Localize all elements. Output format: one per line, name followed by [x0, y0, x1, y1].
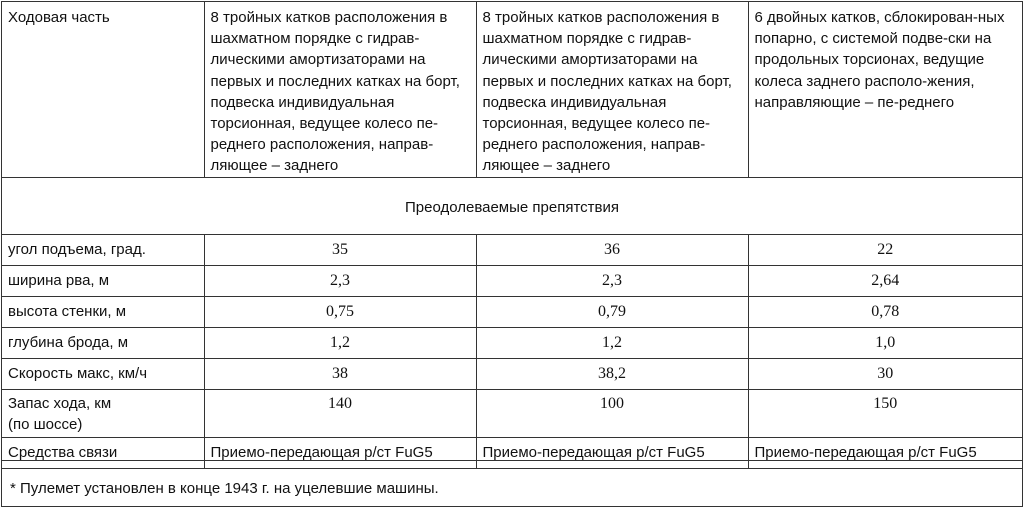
cell-value: 140: [204, 389, 476, 437]
row-label: глубина брода, м: [2, 327, 204, 358]
table-row: [2, 265, 1022, 296]
cell-running-gear-3: 6 двойных катков, сблокирован-ных попарно, с системой подве-ски на продольных торсионах, ведущие колеса заднего располо-жения, направляющие – пе-реднего: [748, 2, 1022, 177]
cell-value: 1,2: [476, 327, 748, 358]
cell-value: 2,3: [476, 265, 748, 296]
cell-value: 2,3: [204, 265, 476, 296]
cell-value: 0,75: [204, 296, 476, 327]
row-label: Скорость макс, км/ч: [2, 358, 204, 389]
cell-value: 38: [204, 358, 476, 389]
cell-value: 2,64: [748, 265, 1022, 296]
table-row-running-gear: [2, 2, 1022, 177]
cell-running-gear-1: 8 тройных катков расположения в шахматном порядке с гидрав-лическими амортизаторами на первых и последних катках на борт, подвеска индивидуальная торсионная, ведущее колесо пе-реднего расположения, направ-ляющее – заднего: [204, 2, 476, 177]
row-label-line: Запас хода, км: [8, 394, 112, 412]
footnote-divider: [2, 460, 1022, 461]
row-label-line: (по шоссе): [8, 415, 83, 433]
table-row: [2, 327, 1022, 358]
cell-value: 1,0: [748, 327, 1022, 358]
row-label: ширина рва, м: [2, 265, 204, 296]
row-label: Средства связи: [2, 437, 204, 468]
cell-value: 1,2: [204, 327, 476, 358]
row-label: высота стенки, м: [2, 296, 204, 327]
cell-value: Приемо-передающая р/ст FuG5: [204, 437, 476, 468]
row-label: Ходовая часть: [2, 2, 204, 177]
footnote: * Пулемет установлен в конце 1943 г. на уцелевшие машины.: [10, 480, 439, 497]
table-row-range: [2, 389, 1022, 437]
cell-value: 0,78: [748, 296, 1022, 327]
cell-value: 22: [748, 234, 1022, 265]
spec-table-page: [1, 1, 1023, 507]
cell-value: 0,79: [476, 296, 748, 327]
table-row-section: [2, 177, 1022, 234]
cell-value: 35: [204, 234, 476, 265]
spec-table: [2, 2, 1022, 469]
cell-value: Приемо-передающая р/ст FuG5: [748, 437, 1022, 468]
table-row-comms: [2, 437, 1022, 468]
row-label: угол подъема, град.: [2, 234, 204, 265]
cell-value: 150: [748, 389, 1022, 437]
cell-value: Приемо-передающая р/ст FuG5: [476, 437, 748, 468]
section-header: Преодолеваемые препятствия: [2, 177, 1022, 234]
row-label: [2, 389, 204, 437]
table-row: [2, 296, 1022, 327]
cell-value: 38,2: [476, 358, 748, 389]
cell-value: 36: [476, 234, 748, 265]
table-row: [2, 234, 1022, 265]
cell-running-gear-2: 8 тройных катков расположения в шахматном порядке с гидрав-лическими амортизаторами на первых и последних катках на борт, подвеска индивидуальная торсионная, ведущее колесо пе-реднего расположения, направ-ляющее – заднего: [476, 2, 748, 177]
cell-value: 100: [476, 389, 748, 437]
table-row: [2, 358, 1022, 389]
cell-value: 30: [748, 358, 1022, 389]
